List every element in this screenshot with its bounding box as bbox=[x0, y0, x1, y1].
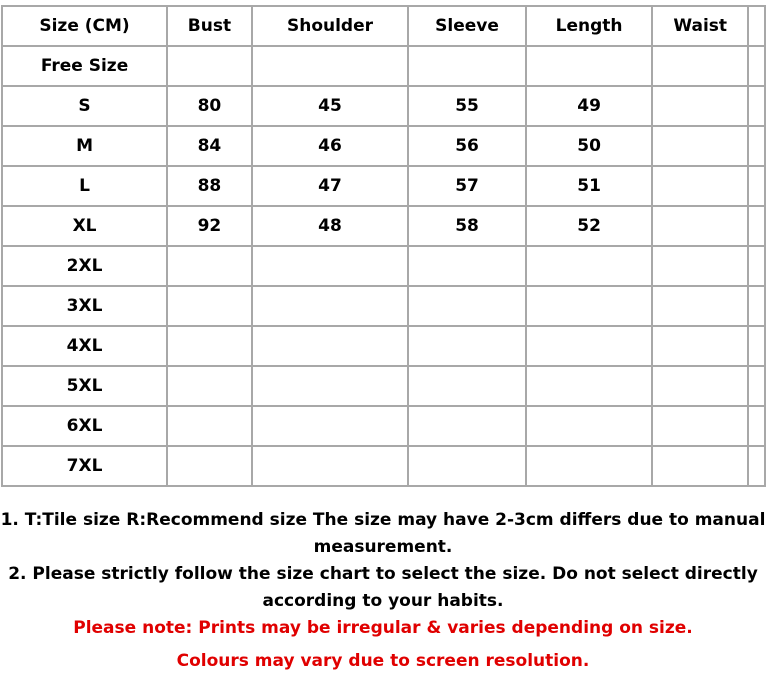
table-row bbox=[2, 166, 765, 206]
table-row bbox=[2, 286, 765, 326]
table-row bbox=[2, 326, 765, 366]
cell-extra bbox=[748, 406, 765, 446]
cell-extra bbox=[748, 366, 765, 406]
cell-bust bbox=[167, 406, 252, 446]
table-row bbox=[2, 246, 765, 286]
cell-shoulder: 46 bbox=[252, 126, 408, 166]
note-1-continued: measurement. bbox=[313, 537, 453, 557]
header-extra bbox=[748, 6, 765, 46]
cell-length bbox=[526, 46, 653, 86]
cell-length: 51 bbox=[526, 166, 653, 206]
cell-shoulder bbox=[252, 246, 408, 286]
cell-size: 2XL bbox=[2, 246, 167, 286]
cell-sleeve: 58 bbox=[408, 206, 526, 246]
cell-size: 4XL bbox=[2, 326, 167, 366]
cell-extra bbox=[748, 206, 765, 246]
header-bust: Bust bbox=[167, 6, 252, 46]
cell-shoulder: 48 bbox=[252, 206, 408, 246]
cell-extra bbox=[748, 86, 765, 126]
cell-waist bbox=[652, 326, 748, 366]
table-row bbox=[2, 406, 765, 446]
cell-extra bbox=[748, 166, 765, 206]
cell-waist bbox=[652, 126, 748, 166]
cell-sleeve: 55 bbox=[408, 86, 526, 126]
cell-shoulder bbox=[252, 286, 408, 326]
cell-extra bbox=[748, 326, 765, 366]
cell-shoulder bbox=[252, 366, 408, 406]
cell-waist bbox=[652, 446, 748, 486]
cell-size: S bbox=[2, 86, 167, 126]
size-chart-table bbox=[1, 5, 766, 487]
table-row bbox=[2, 46, 765, 86]
cell-shoulder bbox=[252, 406, 408, 446]
cell-waist bbox=[652, 46, 748, 86]
cell-extra bbox=[748, 126, 765, 166]
cell-length bbox=[526, 246, 653, 286]
cell-sleeve bbox=[408, 46, 526, 86]
cell-bust bbox=[167, 286, 252, 326]
cell-size: XL bbox=[2, 206, 167, 246]
cell-length bbox=[526, 366, 653, 406]
cell-size: 5XL bbox=[2, 366, 167, 406]
cell-length bbox=[526, 446, 653, 486]
cell-sleeve bbox=[408, 326, 526, 366]
header-sleeve: Sleeve bbox=[408, 6, 526, 46]
table-row bbox=[2, 446, 765, 486]
cell-shoulder bbox=[252, 46, 408, 86]
size-notes bbox=[0, 507, 766, 675]
table-body bbox=[2, 46, 765, 486]
cell-bust bbox=[167, 366, 252, 406]
cell-length bbox=[526, 286, 653, 326]
cell-waist bbox=[652, 206, 748, 246]
table-header-row bbox=[2, 6, 765, 46]
table-row bbox=[2, 206, 765, 246]
cell-length bbox=[526, 326, 653, 366]
cell-bust bbox=[167, 246, 252, 286]
cell-extra bbox=[748, 246, 765, 286]
cell-bust: 84 bbox=[167, 126, 252, 166]
cell-waist bbox=[652, 366, 748, 406]
header-shoulder: Shoulder bbox=[252, 6, 408, 46]
prints-warning: Please note: Prints may be irregular & varies depending on size. bbox=[73, 618, 693, 638]
cell-sleeve bbox=[408, 246, 526, 286]
cell-length: 52 bbox=[526, 206, 653, 246]
table-row bbox=[2, 126, 765, 166]
cell-waist bbox=[652, 286, 748, 326]
colours-warning: Colours may vary due to screen resolution. bbox=[176, 651, 590, 671]
cell-sleeve bbox=[408, 366, 526, 406]
note-2: 2. Please strictly follow the size chart to select the size. Do not select directly bbox=[8, 564, 758, 584]
note-1: 1. T:Tile size R:Recommend size The size may have 2-3cm differs due to manual bbox=[0, 510, 766, 530]
cell-length bbox=[526, 406, 653, 446]
cell-size: M bbox=[2, 126, 167, 166]
header-waist: Waist bbox=[652, 6, 748, 46]
cell-sleeve bbox=[408, 286, 526, 326]
header-size: Size (CM) bbox=[2, 6, 167, 46]
cell-shoulder bbox=[252, 326, 408, 366]
cell-extra bbox=[748, 286, 765, 326]
cell-shoulder bbox=[252, 446, 408, 486]
cell-waist bbox=[652, 246, 748, 286]
cell-extra bbox=[748, 46, 765, 86]
cell-length: 50 bbox=[526, 126, 653, 166]
cell-size: 3XL bbox=[2, 286, 167, 326]
cell-extra bbox=[748, 446, 765, 486]
cell-shoulder: 45 bbox=[252, 86, 408, 126]
cell-bust bbox=[167, 446, 252, 486]
cell-sleeve bbox=[408, 406, 526, 446]
cell-size: L bbox=[2, 166, 167, 206]
cell-size: 6XL bbox=[2, 406, 167, 446]
cell-bust bbox=[167, 326, 252, 366]
cell-waist bbox=[652, 86, 748, 126]
note-2-continued: according to your habits. bbox=[262, 591, 504, 611]
table-row bbox=[2, 86, 765, 126]
table-row bbox=[2, 366, 765, 406]
cell-bust: 88 bbox=[167, 166, 252, 206]
cell-waist bbox=[652, 166, 748, 206]
cell-sleeve: 56 bbox=[408, 126, 526, 166]
cell-sleeve: 57 bbox=[408, 166, 526, 206]
cell-bust bbox=[167, 46, 252, 86]
cell-waist bbox=[652, 406, 748, 446]
cell-sleeve bbox=[408, 446, 526, 486]
cell-bust: 92 bbox=[167, 206, 252, 246]
cell-size: 7XL bbox=[2, 446, 167, 486]
cell-size: Free Size bbox=[2, 46, 167, 86]
cell-length: 49 bbox=[526, 86, 653, 126]
header-length: Length bbox=[526, 6, 653, 46]
cell-shoulder: 47 bbox=[252, 166, 408, 206]
cell-bust: 80 bbox=[167, 86, 252, 126]
